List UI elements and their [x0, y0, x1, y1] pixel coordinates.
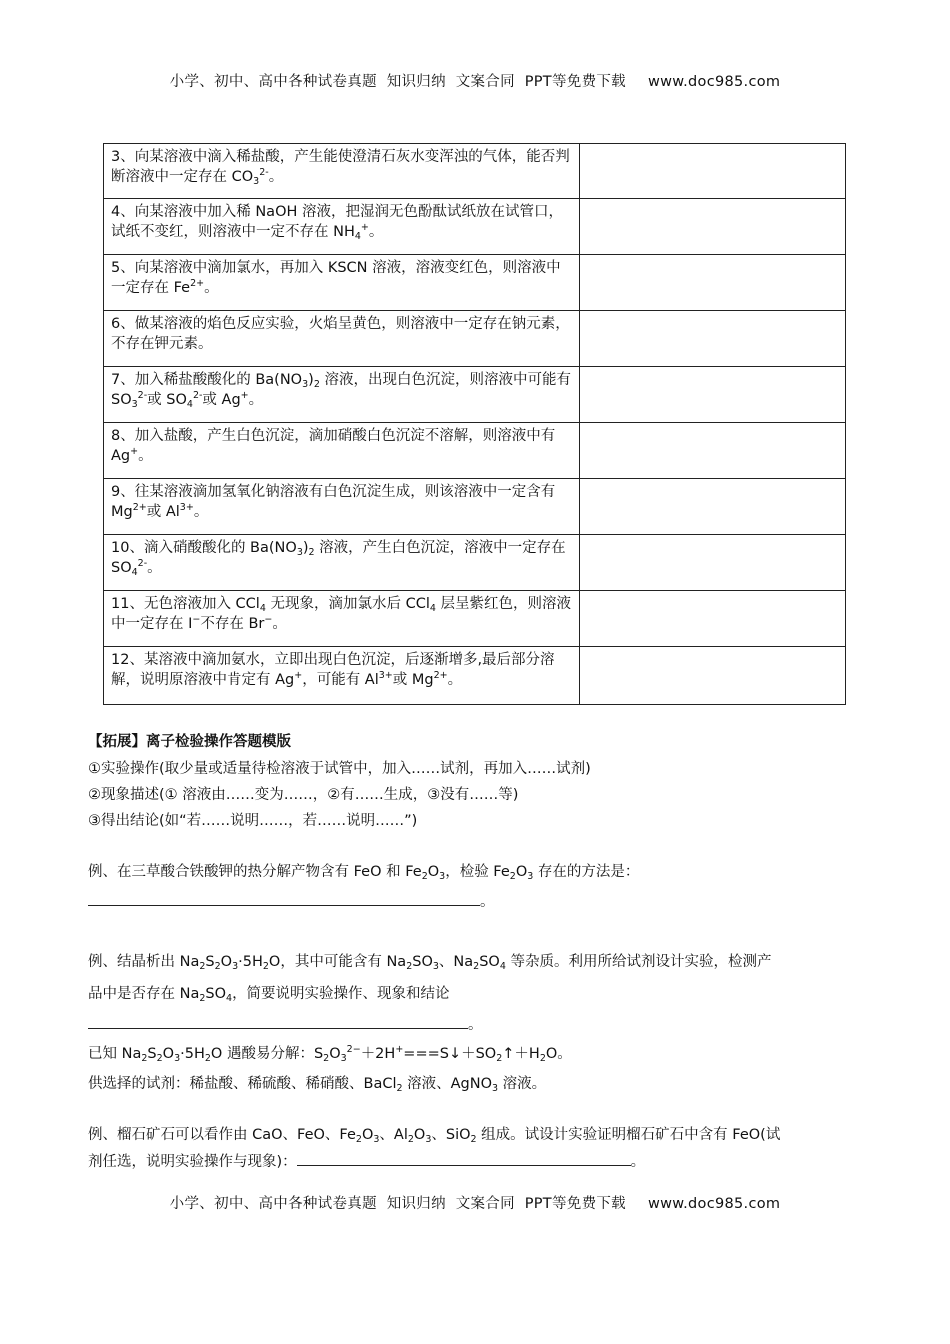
superscript: −	[264, 614, 273, 625]
template-step-2: ②现象描述(① 溶液由……变为……，②有……生成，③没有……等)	[88, 787, 519, 803]
text-run: 溶液，出现白色沉淀，则溶液中可能有 SO	[111, 372, 571, 408]
text-run: 等杂质。利用所给试剂设计实验，检测产	[505, 954, 772, 970]
answer-cell-10[interactable]	[580, 535, 846, 591]
subscript: 4	[131, 567, 138, 578]
text-run: )	[308, 372, 314, 388]
table-row	[104, 367, 846, 423]
superscript: 2-	[137, 558, 148, 569]
text-run: 、Na	[438, 954, 474, 970]
text-run: 。	[248, 392, 264, 408]
text-run: 或 Al	[146, 504, 180, 520]
superscript: +	[130, 446, 139, 457]
subscript: 3	[174, 1053, 181, 1064]
subscript: 4	[499, 961, 506, 972]
text-run: 。	[447, 672, 463, 688]
text-run: O	[515, 864, 528, 880]
extension-title: 【拓展】离子检验操作答题模版	[88, 734, 291, 750]
answer-cell-4[interactable]	[580, 199, 846, 255]
question-12	[104, 647, 580, 705]
text-run: 。	[147, 560, 162, 576]
answer-cell-5[interactable]	[580, 255, 846, 311]
text-run: 层呈紫红色，则溶液中一定存在 I	[111, 596, 572, 632]
subscript: 2	[156, 1053, 163, 1064]
subscript: 2	[199, 961, 206, 972]
superscript: 2−	[346, 1044, 361, 1055]
text-run: O。	[545, 1046, 572, 1062]
text-run: 无现象，滴加氯水后 CCl	[265, 596, 430, 612]
superscript: 2-	[192, 390, 203, 401]
text-run: 4、向某溶液中加入稀 NaOH 溶液，把湿润无色酚酞试纸放在试管口，试纸不变红，则溶液中一定不存在 NH	[111, 204, 563, 240]
subscript: 3	[296, 547, 303, 558]
text-run: O，其中可能含有 Na	[268, 954, 407, 970]
text-run: 。	[368, 224, 384, 240]
question-10	[104, 535, 580, 591]
example-1-question	[88, 860, 639, 881]
text-run: 。	[272, 616, 287, 632]
text-run: 6、做某溶液的焰色反应实验，火焰呈黄色，则溶液中一定存在钠元素，不存在钾元素。	[111, 316, 570, 352]
text-run: 或 Ag	[202, 392, 241, 408]
text-run: 9、往某溶液滴加氢氧化钠溶液有白色沉淀生成，则该溶液中一定含有 Mg	[111, 484, 556, 520]
subscript: 2	[141, 1053, 148, 1064]
subscript: 3	[492, 1083, 499, 1094]
question-table	[103, 143, 846, 705]
text-run: 例、结晶析出 Na	[88, 954, 200, 970]
superscript: +	[360, 222, 369, 233]
subscript: 2	[473, 961, 480, 972]
table-row	[104, 311, 846, 367]
superscript: 2+	[190, 278, 205, 289]
text-run: 。	[204, 280, 219, 296]
text-run: 。	[630, 1154, 646, 1170]
text-run: 品中是否存在 Na	[88, 986, 200, 1002]
text-run: O	[427, 864, 440, 880]
example-3-question	[88, 1123, 780, 1144]
text-run: 溶液，产生白色沉淀，溶液中一定存在 SO	[111, 540, 566, 576]
text-run: 8、加入盐酸，产生白色沉淀，滴加硝酸白色沉淀不溶解，则溶液中有 Ag	[111, 428, 556, 464]
answer-blank-3[interactable]	[297, 1151, 631, 1166]
text-run: 例、在三草酸合铁酸钾的热分解产物含有 FeO 和 Fe	[88, 864, 422, 880]
superscript: 2+	[132, 502, 147, 513]
answer-cell-7[interactable]	[580, 367, 846, 423]
text-run: O	[413, 1127, 426, 1143]
subscript: 2	[313, 379, 320, 390]
text-run: SO	[479, 954, 500, 970]
text-run: 或 SO	[147, 392, 187, 408]
footer-url[interactable]: www.doc985.com	[647, 1196, 781, 1212]
text-run: SO	[205, 986, 227, 1002]
superscript: 2+	[433, 670, 448, 681]
table-row	[104, 535, 846, 591]
answer-cell-8[interactable]	[580, 423, 846, 479]
question-7	[104, 367, 580, 423]
table-row	[104, 255, 846, 311]
subscript: 2	[204, 1053, 211, 1064]
text-run: 12、某溶液中滴加氨水，立即出现白色沉淀，后逐渐增多,最后部分溶解，说明原溶液中肯定有 Ag	[111, 652, 555, 688]
table-row	[104, 479, 846, 535]
text-run: 组成。试设计实验证明榴石矿石中含有 FeO(试	[476, 1127, 781, 1143]
subscript: 3	[253, 176, 260, 187]
subscript: 3	[232, 961, 239, 972]
subscript: 3	[340, 1053, 347, 1064]
subscript: 2	[323, 1053, 330, 1064]
subscript: 2	[214, 961, 221, 972]
subscript: 2	[470, 1134, 477, 1145]
superscript: 3+	[378, 670, 393, 681]
text-run: 或 Mg	[392, 672, 434, 688]
text-run: 7、加入稀盐酸酸化的 Ba(NO	[111, 372, 303, 388]
example-2-question-line-2	[88, 982, 450, 1003]
text-run: 11、无色溶液加入 CCl	[111, 596, 260, 612]
subscript: 2	[421, 871, 428, 882]
example-2-answer-line	[88, 1013, 483, 1034]
text-run: 不存在 Br	[200, 616, 265, 632]
text-run: ·5H	[180, 1046, 205, 1062]
template-step-1: ①实验操作(取少量或适量待检溶液于试管中，加入……试剂，再加入……试剂)	[88, 761, 591, 777]
text-run: 已知 Na	[88, 1046, 142, 1062]
subscript: 3	[432, 961, 439, 972]
subscript: 2	[308, 547, 315, 558]
text-run: 剂任选，说明实验操作与现象)：	[88, 1154, 297, 1170]
table-row	[104, 591, 846, 647]
answer-cell-3[interactable]	[580, 144, 846, 199]
subscript: 2	[355, 1134, 362, 1145]
text-run: O	[329, 1046, 341, 1062]
subscript: 2	[199, 993, 206, 1004]
subscript: 2	[407, 1134, 414, 1145]
text-run: 。	[268, 169, 284, 185]
text-run: 。	[138, 448, 153, 464]
superscript: +	[294, 670, 303, 681]
text-run: ，可能有 Al	[302, 672, 379, 688]
superscript: +	[395, 1044, 404, 1055]
text-run: ===S↓＋SO	[403, 1046, 497, 1062]
page-header	[0, 70, 950, 91]
text-run: S	[147, 1046, 157, 1062]
superscript: 2-	[259, 167, 269, 178]
text-run: 溶液、AgNO	[402, 1076, 493, 1092]
answer-blank-1[interactable]	[88, 891, 480, 906]
example-2-reagents	[88, 1072, 546, 1093]
header-text: 小学、初中、高中各种试卷真题 知识归纳 文案合同 PPT等免费下载	[169, 74, 626, 90]
subscript: 2	[539, 1053, 546, 1064]
text-run: 供选择的试剂：稀盐酸、稀硫酸、稀硝酸、BaCl	[88, 1076, 397, 1092]
text-run: S	[205, 954, 215, 970]
footer-text: 小学、初中、高中各种试卷真题 知识归纳 文案合同 PPT等免费下载	[169, 1196, 626, 1212]
example-1-answer-line	[88, 890, 495, 911]
text-run: 。	[193, 504, 209, 520]
text-run: SO	[412, 954, 433, 970]
answer-cell-12[interactable]	[580, 647, 846, 705]
page-footer	[0, 1192, 950, 1213]
text-run: ·5H	[238, 954, 263, 970]
question-9	[104, 479, 580, 535]
text-run: 、SiO	[431, 1127, 471, 1143]
question-4	[104, 199, 580, 255]
answer-blank-2[interactable]	[88, 1014, 468, 1029]
text-run: 。	[468, 1017, 483, 1033]
subscript: 3	[439, 871, 446, 882]
subscript: 3	[131, 399, 138, 410]
example-2-question	[88, 950, 771, 971]
answer-cell-6[interactable]	[580, 311, 846, 367]
subscript: 4	[226, 993, 233, 1004]
header-url[interactable]: www.doc985.com	[647, 74, 781, 90]
subscript: 3	[373, 1134, 380, 1145]
subscript: 4	[259, 603, 266, 614]
table-row	[104, 423, 846, 479]
text-run: 5、向某溶液中滴加氯水，再加入 KSCN 溶液，溶液变红色，则溶液中一定存在 Fe	[111, 260, 561, 296]
question-5	[104, 255, 580, 311]
example-2-known-reaction	[88, 1042, 572, 1063]
superscript: −	[192, 614, 201, 625]
text-run: 溶液。	[498, 1076, 547, 1092]
subscript: 2	[496, 1053, 503, 1064]
text-run: O 遇酸易分解：S	[210, 1046, 324, 1062]
subscript: 2	[396, 1083, 403, 1094]
text-run: 10、滴入硝酸酸化的 Ba(NO	[111, 540, 297, 556]
subscript: 2	[406, 961, 413, 972]
text-run: ，检验 Fe	[445, 864, 510, 880]
text-run: ＋2H	[360, 1046, 396, 1062]
example-3-question-line-2	[88, 1150, 645, 1171]
superscript: 3+	[179, 502, 194, 513]
subscript: 3	[302, 379, 309, 390]
text-run: ，简要说明实验操作、现象和结论	[232, 986, 450, 1002]
answer-cell-11[interactable]	[580, 591, 846, 647]
text-run: 、Al	[379, 1127, 408, 1143]
question-6	[104, 311, 580, 367]
text-run: O	[162, 1046, 175, 1062]
subscript: 2	[262, 961, 269, 972]
question-3	[104, 144, 580, 199]
table-row	[104, 199, 846, 255]
question-8	[104, 423, 580, 479]
table-row	[104, 144, 846, 199]
text-run: )	[302, 540, 309, 556]
subscript: 3	[527, 871, 534, 882]
answer-cell-9[interactable]	[580, 479, 846, 535]
subscript: 3	[425, 1134, 432, 1145]
text-run: O	[361, 1127, 374, 1143]
template-step-3: ③得出结论(如“若……说明……，若……说明……”)	[88, 813, 418, 829]
table-row	[104, 647, 846, 705]
subscript: 4	[354, 231, 361, 242]
subscript: 4	[186, 399, 193, 410]
text-run: 存在的方法是：	[533, 864, 640, 880]
text-run: 例、榴石矿石可以看作由 CaO、FeO、Fe	[88, 1127, 356, 1143]
subscript: 4	[429, 603, 436, 614]
text-run: O	[220, 954, 233, 970]
text-run: 。	[480, 894, 495, 910]
text-run: ↑＋H	[502, 1046, 540, 1062]
text-run: 3、向某溶液中滴入稀盐酸，产生能使澄清石灰水变浑浊的气体，能否判断溶液中一定存在 CO	[111, 149, 570, 185]
question-11	[104, 591, 580, 647]
superscript: 2-	[137, 390, 148, 401]
superscript: +	[240, 390, 249, 401]
subscript: 2	[509, 871, 516, 882]
